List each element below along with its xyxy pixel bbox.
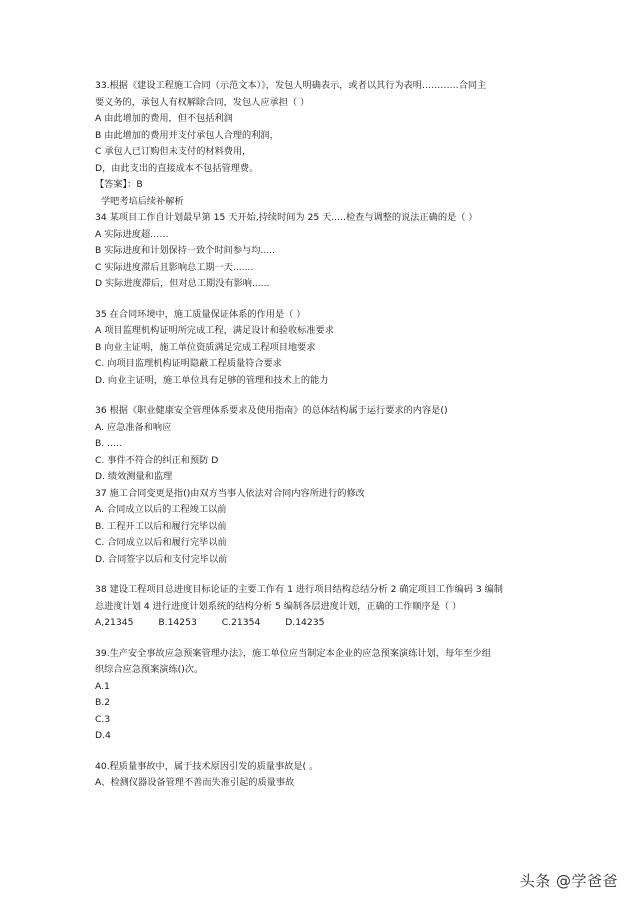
option-d: D. 合同签字以后和支付完毕以前	[95, 553, 228, 565]
question-stem: 总进度计划 4 进行进度计划系统的结构分析 5 编制各层进度计划，正确的工作顺序是（ ）	[95, 600, 462, 612]
answer-options	[95, 615, 535, 632]
question-36	[95, 403, 535, 486]
option-d: D，由此支出的直接成本不包括管理费。	[95, 162, 259, 174]
option-c: C. 合同成立以后和履行完毕以前	[95, 537, 227, 548]
option-a: A 项目监理机构证明所完成工程，满足设计和验收标准要求	[95, 325, 334, 336]
option-a: A. 应急准备和响应	[95, 421, 172, 433]
question-list	[95, 78, 535, 792]
option-c: C 承包人已订购但未支付的材料费用，	[95, 146, 252, 157]
question-33	[95, 78, 535, 210]
option-c: C 实际进度滞后且影响总工期一天.......	[95, 261, 254, 273]
question-34	[95, 210, 535, 293]
watermark-text: 头条 @学爸爸	[519, 872, 618, 890]
option-c: C.21354	[221, 617, 261, 628]
question-stem: 33.根据《建设工程施工合同（示范文本）》，发包人明确表示，或者以其行为表明…………合同主	[95, 80, 487, 91]
option-b: B. .....	[95, 438, 122, 449]
option-c: C. 事件不符合的纠正和预防 D	[95, 454, 219, 466]
option-b: B 实际进度和计划保持一致个时间参与均.....	[95, 245, 276, 256]
question-stem: 要义务的，承包人有权解除合同，发包人应承担（ ）	[95, 96, 310, 108]
option-b: B 由此增加的费用并支付承包人合理的利润，	[95, 129, 279, 141]
option-d: D.14235	[285, 617, 325, 628]
option-a: A 由此增加的费用，但不包括利润	[95, 113, 233, 124]
question-40	[95, 759, 535, 792]
option-a: A. 合同成立以后的工程竣工以前	[95, 504, 227, 515]
question-37	[95, 486, 535, 569]
question-stem: 织综合应急预案演练()次。	[95, 664, 204, 675]
explanation-note: 学吧考培后续补解析	[101, 195, 184, 207]
question-39	[95, 646, 535, 745]
question-stem: 35 在合同环境中，施工质量保证体系的作用是（ ）	[95, 308, 306, 320]
option-b: B 向业主证明，施工单位资质满足完成工程项目地要求	[95, 341, 316, 353]
option-d: D.4	[95, 730, 111, 741]
question-stem: 39.生产安全事故应急预案管理办法》，施工单位应当制定本企业的应急预案演练计划，每年至少组	[95, 647, 491, 659]
option-d: D 实际进度滞后，但对总工期没有影响......	[95, 278, 270, 289]
option-a: A,21345	[95, 617, 134, 628]
option-c: C.3	[95, 713, 111, 725]
option-b: B.14253	[158, 617, 197, 628]
answer-text: 【答案】：B	[95, 179, 143, 190]
question-stem: 38 建设工程项目总进度目标论证的主要工作有 1 进行项目结构总结分析 2 确定项目工作编码 3 编制	[95, 584, 503, 595]
option-d: D. 绩效测量和监理	[95, 471, 173, 482]
option-b: B. 工程开工以后和履行完毕以前	[95, 520, 227, 532]
question-stem: 37 施工合同变更是指()由双方当事人依法对合同内容所进行的修改	[95, 487, 365, 499]
question-35	[95, 307, 535, 390]
option-c: C. 向项目监理机构证明隐蔽工程质量符合要求	[95, 358, 282, 369]
question-stem: 34 某项目工作自计划最早第 15 天开始,持续时间为 25 天.....检查与调整的说法正确的是（ ）	[95, 212, 478, 223]
option-d: D. 向业主证明，施工单位具有足够的管理和技术上的能力	[95, 374, 329, 386]
question-stem: 40.程质量事故中，属于技术原因引发的质量事故是( 。	[95, 760, 319, 772]
option-b: B.2	[95, 697, 111, 708]
option-a: A.1	[95, 680, 110, 692]
question-stem: 36 根据《职业健康安全管理体系要求及使用指南》的总体结构属于运行要求的内容是()	[95, 405, 448, 416]
option-a: A、检测仪器设备管理不善而失准引起的质量事故	[95, 777, 295, 788]
question-38	[95, 582, 535, 632]
option-a: A 实际进度超……	[95, 228, 169, 240]
